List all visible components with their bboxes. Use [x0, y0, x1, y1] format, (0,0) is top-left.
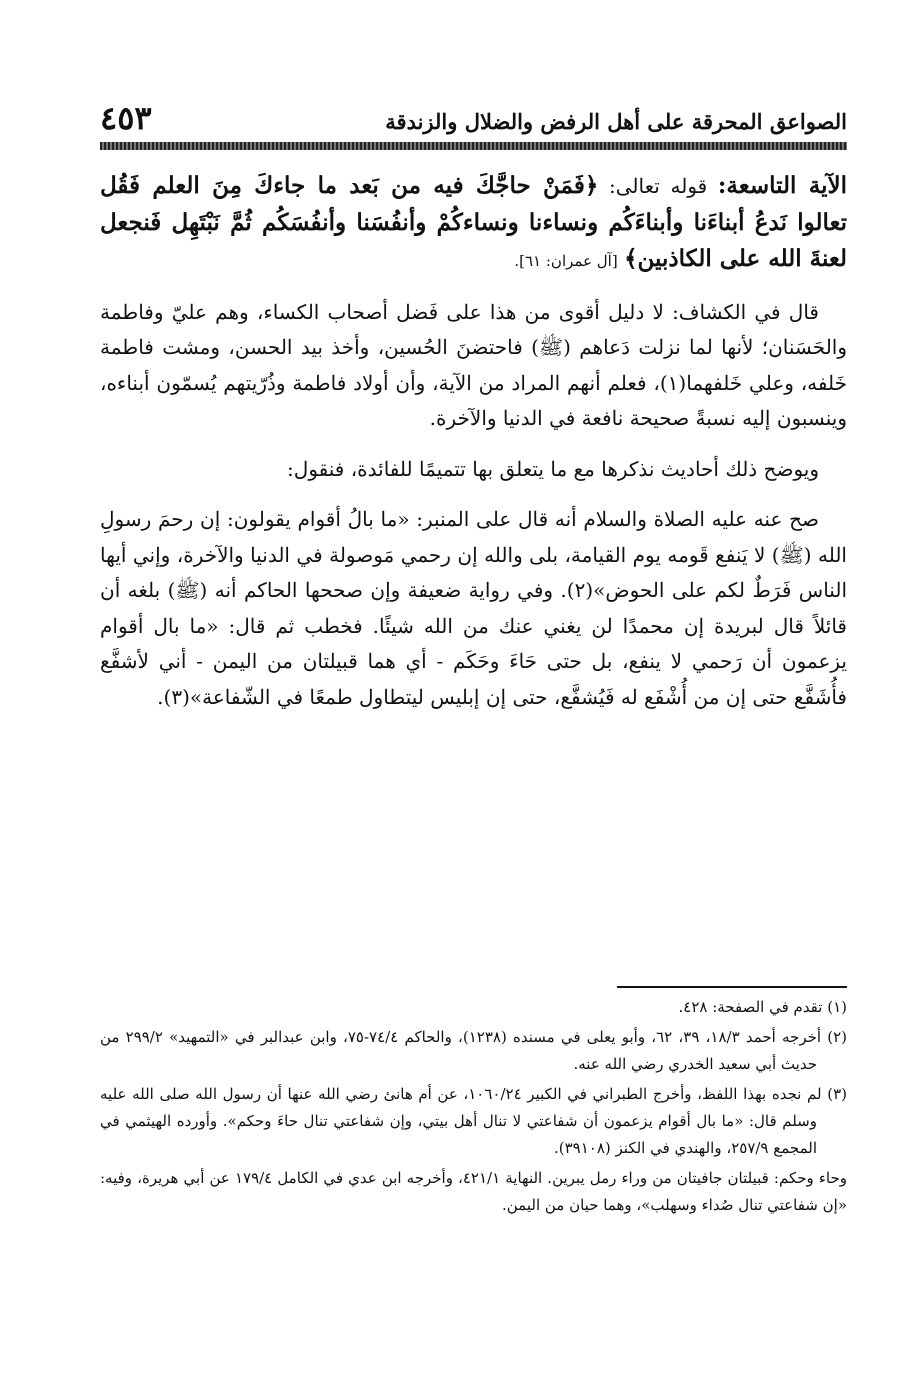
- paragraph-hadith: صح عنه عليه الصلاة والسلام أنه قال على المنبر: «ما بالُ أقوام يقولون: إن رحمَ رسولِ الله (ﷺ) لا يَنفع قَومه يوم القيامة، بلى والله إن رحمي مَوصولة في الدنيا والآخرة، وإني أيها الناس فَرَطٌ لكم على الحوض»(٢). وفي رواية ضعيفة وإن صححها الحاكم أنه (ﷺ) بلغه أن قائلاً قال لبريدة إن محمدًا لن يغني عنك من الله شيئًا. فخطب ثم قال: «ما بال أقوام يزعمون أن رَحمي لا ينفع، بل حتى حَاءَ وحَكَم - أي هما قبيلتان من اليمن - أني لأشفَّع فأُشَفَّع حتى إن من أُشْفَع له فَيُشفَّع، حتى إن إبليس ليتطاول طمعًا في الشّفاعة»(٣).: [100, 507, 847, 709]
- verse-label: الآية التاسعة:: [717, 172, 848, 199]
- verse-reference: [آل عمران: ٦١].: [514, 252, 618, 270]
- footnotes: [100, 994, 847, 1222]
- quran-verse: ﴿فَمَنْ حاجَّكَ فيه من بَعد ما جاءكَ مِنَ العلم فَقُل تعالوا نَدعُ أبناءَنا وأبناءَكُم ونساءنا ونساءكُمْ وأنفُسَنا وأنفُسَكُم ثُمَّ نَبْتَهِل فَنجعل لعنةَ الله على الكاذبين﴾: [100, 172, 847, 272]
- header-rule: [100, 142, 847, 150]
- main-text: [100, 168, 847, 730]
- verse-paragraph: [100, 168, 847, 280]
- footnote-2: (٢) أخرجه أحمد ١٨/٣، ٣٩، ٦٢، وأبو يعلى في مسنده (١٢٣٨)، والحاكم ٧٤/٤-٧٥، وابن عبدالبر في «التمهيد» ٢٩٩/٢ من حديث أبي سعيد الخدري رضي الله عنه.: [100, 1028, 847, 1073]
- page-number: ٤٥٣: [100, 99, 152, 137]
- verse-intro: قوله تعالى:: [609, 174, 708, 198]
- footnote-3-continuation: وحاء وحكم: قبيلتان جافيتان من وراء رمل يبرين. النهاية ٤٢١/١، وأخرجه ابن عدي في الكامل ١٧٩/٤ عن أبي هريرة، وفيه: «إن شفاعتي تنال صُداء وسهلب»، وهما حيان من اليمن.: [100, 1169, 847, 1214]
- footnote-separator: [617, 986, 847, 988]
- footnote-1: (١) تقدم في الصفحة: ٤٢٨.: [678, 998, 847, 1016]
- running-title: الصواعق المحرقة على أهل الرفض والضلال والزندقة: [385, 109, 847, 134]
- paragraph-intro: ويوضح ذلك أحاديث نذكرها مع ما يتعلق بها تتميمًا للفائدة، فنقول:: [287, 456, 819, 481]
- paragraph-kashshaf: قال في الكشاف: لا دليل أقوى من هذا على فَضل أصحاب الكساء، وهم عليّ وفاطمة والحَسَنان؛ لأنها لما نزلت دَعاهم (ﷺ) فاحتضنَ الحُسين، وأخذ بيد الحسن، ومشت فاطمة خَلفه، وعلي خَلفهما(١)، فعلم أنهم المراد من الآية، وأن أولاد فاطمة وذُرّيتهم يُسمّون أبناءه، وينسبون إليه نسبةً صحيحة نافعة في الدنيا والآخرة.: [100, 299, 848, 430]
- page-header: [100, 88, 847, 137]
- footnote-3: (٣) لم نجده بهذا اللفظ، وأخرج الطبراني في الكبير ١٠٦٠/٢٤، عن أم هانئ رضي الله عنها أن رسول الله صلى الله عليه وسلم قال: «ما بال أقوام يزعمون أن شفاعتي لا تنال أهل بيتي، وإن شفاعتي تنال حاءَ وحكم». وأورده الهيثمي في المجمع ٢٥٧/٩، والهندي في الكنز (٣٩١٠٨).: [100, 1085, 847, 1157]
